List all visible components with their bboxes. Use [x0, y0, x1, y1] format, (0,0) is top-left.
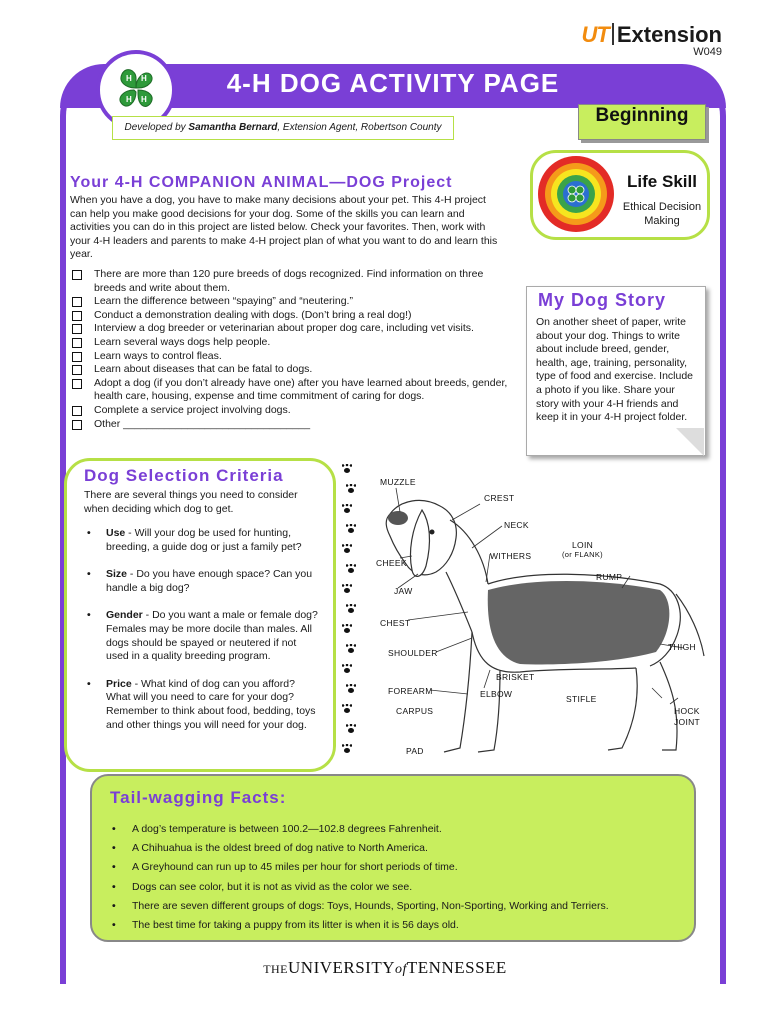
checklist-item[interactable]: Interview a dog breeder or veterinarian about proper dog care, including vet visits.: [72, 322, 512, 336]
dog-anatomy-diagram: [360, 462, 720, 762]
label-brisket: BRISKET: [496, 672, 535, 682]
facts-heading: Tail-wagging Facts:: [110, 788, 287, 807]
label-muzzle: MUZZLE: [380, 477, 416, 487]
checklist-item[interactable]: Learn several ways dogs help people.: [72, 336, 512, 350]
label-pad: PAD: [406, 746, 424, 756]
bullet-icon: •: [112, 842, 116, 855]
ut-extension-logo: [582, 22, 722, 48]
story-heading: My Dog Story: [538, 290, 667, 310]
selection-intro: There are several things you need to consider when deciding which dog to get.: [84, 489, 298, 515]
paw-icon: [346, 684, 356, 694]
bullet-icon: •: [87, 677, 91, 690]
paw-icon: [346, 644, 356, 654]
label-hock: HOCK: [674, 706, 700, 716]
university-footer: [0, 958, 770, 978]
svg-text:H: H: [126, 95, 132, 104]
checklist-item[interactable]: Other ________________________________: [72, 418, 512, 432]
paw-icon: [342, 624, 352, 634]
checkbox[interactable]: [72, 420, 82, 430]
checkbox[interactable]: [72, 338, 82, 348]
paw-icon: [342, 704, 352, 714]
svg-text:H: H: [141, 74, 147, 83]
project-intro: When you have a dog, you have to make many decisions about your pet. This 4-H project can help you make good decisions for your dog. Some of the skills you can learn and activities you can do in this project are listed below. Check your favorites. Then, work with your 4-H leaders and parents to make 4-H project plan of what you want to do and learn this year.: [70, 194, 498, 261]
developed-by-box: [112, 116, 454, 140]
label-flank: (or FLANK): [562, 550, 603, 559]
bullet-icon: •: [87, 609, 91, 622]
document-code: W049: [693, 46, 722, 58]
paw-icon: [342, 584, 352, 594]
bullet-icon: •: [112, 919, 116, 932]
bullet-icon: •: [112, 823, 116, 835]
checkbox[interactable]: [72, 406, 82, 416]
label-rump: RUMP: [596, 572, 623, 582]
checklist-item[interactable]: There are more than 120 pure breeds of dogs recognized. Find information on three breeds and write about them.: [72, 268, 512, 295]
paw-icon: [342, 504, 352, 514]
project-checklist: [72, 268, 512, 431]
footer-tennessee: TENNESSEE: [406, 958, 507, 977]
checkbox[interactable]: [72, 324, 82, 334]
paw-icon: [342, 744, 352, 754]
checkbox[interactable]: [72, 352, 82, 362]
bullet-icon: •: [112, 899, 116, 912]
life-skill-title: Life Skill: [627, 172, 697, 191]
developed-suffix: , Extension Agent, Robertson County: [277, 122, 442, 133]
paw-print-column: [340, 460, 360, 770]
paw-icon: [346, 524, 356, 534]
story-text: On another sheet of paper, write about your dog. Things to write about include breed, gender, health, age, training, personality, type of food and exercise. Include a photo if you like. Share your story with your 4-H friends and keep it in your 4-H project folder.: [536, 316, 694, 424]
page-curl: [676, 428, 704, 456]
checkbox[interactable]: [72, 365, 82, 375]
checklist-item[interactable]: Complete a service project involving dogs.: [72, 404, 512, 418]
paw-icon: [346, 604, 356, 614]
label-joint: JOINT: [674, 717, 701, 727]
paw-icon: [342, 664, 352, 674]
footer-university: UNIVERSITY: [288, 958, 396, 977]
checkbox[interactable]: [72, 270, 82, 280]
svg-text:H: H: [126, 74, 132, 83]
label-forearm: FOREARM: [388, 686, 433, 696]
fact-item: • Dogs can see color, but it is not as vivid as the color we see.: [112, 878, 682, 897]
label-crest: CREST: [484, 493, 515, 503]
paw-icon: [342, 544, 352, 554]
bullet-icon: •: [112, 880, 116, 893]
checklist-item[interactable]: Learn ways to control fleas.: [72, 350, 512, 364]
checkbox[interactable]: [72, 311, 82, 321]
checklist-item[interactable]: Conduct a demonstration dealing with dogs. (Don’t bring a real dog!): [72, 309, 512, 323]
fact-item: • The best time for taking a puppy from its litter is when it is 56 days old.: [112, 916, 682, 935]
life-skill-text: Ethical Decision Making: [622, 201, 702, 227]
label-stifle: STIFLE: [566, 694, 597, 704]
label-carpus: CARPUS: [396, 706, 434, 716]
selection-list: [84, 527, 320, 746]
label-jaw: JAW: [394, 586, 413, 596]
checklist-item[interactable]: Learn about diseases that can be fatal to dogs.: [72, 363, 512, 377]
label-neck: NECK: [504, 520, 529, 530]
label-withers: WITHERS: [490, 551, 532, 561]
checklist-item[interactable]: Adopt a dog (if you don’t already have one) after you have learned about breeds, gender, health care, housing, expense and time commitment of caring for dogs.: [72, 377, 512, 404]
fact-item: • A dog’s temperature is between 100.2—102.8 degrees Fahrenheit.: [112, 820, 682, 839]
checkbox[interactable]: [72, 297, 82, 307]
selection-item: • Price - What kind of dog can you afford? What will you need to care for your dog? Remember to think about food, bedding, toys and other things you will need for your dog.: [87, 677, 316, 731]
label-loin: LOIN: [572, 540, 594, 550]
selection-item: • Size - Do you have enough space? Can you handle a big dog?: [87, 568, 313, 594]
developed-prefix: Developed by: [124, 122, 189, 133]
label-shoulder: SHOULDER: [388, 648, 438, 658]
paw-icon: [346, 724, 356, 734]
fact-item: • A Greyhound can run up to 45 miles per hour for short periods of time.: [112, 858, 682, 877]
ut-logo-mark: UT: [581, 22, 609, 47]
footer-of: of: [395, 962, 407, 977]
label-thigh: THIGH: [668, 642, 696, 652]
selection-item: • Use - Will your dog be used for hunting, breeding, a guide dog or just a family pet?: [87, 527, 302, 553]
logo-divider: [612, 23, 614, 45]
developed-author: Samantha Bernard: [188, 122, 278, 133]
label-cheek: CHEEK: [376, 558, 407, 568]
selection-item: • Gender - Do you want a male or female dog? Females may be more docile than males. All dogs should be spayed or neutered if not used in a quality breeding program.: [87, 609, 318, 663]
label-chest: CHEST: [380, 618, 411, 628]
target-icon: [536, 154, 616, 234]
fact-item: • There are seven different groups of dogs: Toys, Hounds, Sporting, Non-Sporting, Working and Terriers.: [112, 897, 682, 916]
paw-icon: [342, 464, 352, 474]
footer-the: THE: [263, 962, 289, 976]
extension-wordmark: Extension: [616, 22, 722, 47]
bullet-icon: •: [87, 568, 91, 581]
bullet-icon: •: [87, 527, 91, 539]
paw-icon: [346, 484, 356, 494]
selection-heading: Dog Selection Criteria: [84, 466, 284, 485]
facts-list: [112, 820, 682, 935]
svg-text:H: H: [141, 95, 147, 104]
paw-icon: [346, 564, 356, 574]
checkbox[interactable]: [72, 379, 82, 389]
fact-item: • A Chihuahua is the oldest breed of dog native to North America.: [112, 839, 682, 858]
checklist-item[interactable]: Learn the difference between “spaying” and “neutering.”: [72, 295, 512, 309]
label-elbow: ELBOW: [480, 689, 513, 699]
project-heading: Your 4-H COMPANION ANIMAL—DOG Project: [70, 174, 453, 191]
page-title: 4-H DOG ACTIVITY PAGE: [226, 68, 560, 98]
bullet-icon: •: [112, 861, 116, 874]
level-tab: Beginning: [578, 104, 706, 140]
